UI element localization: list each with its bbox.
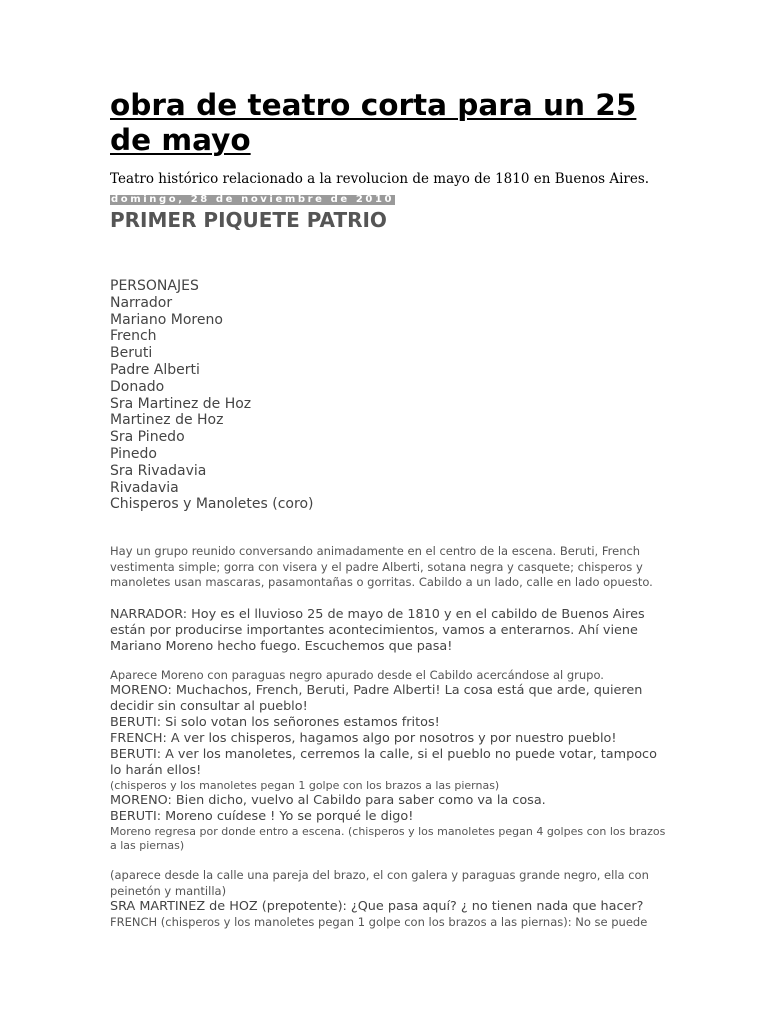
cast-list — [110, 278, 670, 513]
blog-page — [110, 88, 670, 931]
dialogue-line: SRA MARTINEZ de HOZ (prepotente): ¿Que pasa aquí? ¿ no tienen nada que hacer? — [110, 899, 644, 915]
narrador-line: NARRADOR: Hoy es el lluvioso 25 de mayo de 1810 y en el cabildo de Buenos Aires están por producirse importantes acontecimientos, vamos a enterarnos. Ahí viene Mariano Moreno hecho fuego. Escuchemos que pasa! — [110, 606, 645, 654]
dialogue-line: FRENCH: A ver los chisperos, hagamos algo por nosotros y por nuestro pueblo! — [110, 731, 617, 747]
dialogue-line: BERUTI: A ver los manoletes, cerremos la calle, si el pueblo no puede votar, tampoco lo harán ellos! — [110, 747, 657, 779]
stage-direction: Aparece Moreno con paraguas negro apurado desde el Cabildo acercándose al grupo. — [110, 667, 604, 682]
dialogue-line: MORENO: Muchachos, French, Beruti, Padre Alberti! La cosa está que arde, quieren decidir sin consultar al pueblo! — [110, 683, 643, 715]
cast-item: Sra Martinez de Hoz — [110, 395, 252, 412]
cast-item: Mariano Moreno — [110, 311, 223, 328]
stage-direction: (aparece desde la calle una pareja del brazo, el con galera y paraguas grande negro, ella con peinetón y mantilla) — [110, 868, 649, 898]
cast-item: Pinedo — [110, 445, 157, 462]
cast-item: Beruti — [110, 345, 153, 362]
cast-item: Padre Alberti — [110, 361, 200, 378]
cast-item: Martinez de Hoz — [110, 412, 224, 429]
stage-direction: (chisperos y los manoletes pegan 1 golpe con los brazos a las piernas) — [110, 779, 500, 793]
cast-item: Rivadavia — [110, 479, 179, 496]
stage-direction: Moreno regresa por donde entro a escena. (chisperos y los manoletes pegan 4 golpes con los brazos a las piernas) — [110, 825, 666, 853]
cast-item: Chisperos y Manoletes (coro) — [110, 496, 314, 513]
cast-item: French — [110, 328, 157, 345]
cast-heading: PERSONAJES — [110, 278, 199, 294]
dialogue-line: FRENCH (chisperos y los manoletes pegan 1 golpe con los brazos a las piernas): No se puede — [110, 915, 648, 930]
dialogue-block — [110, 668, 670, 854]
dialogue-block — [110, 868, 670, 931]
post-title[interactable]: PRIMER PIQUETE PATRIO — [110, 208, 387, 232]
blog-description: Teatro histórico relacionado a la revolucion de mayo de 1810 en Buenos Aires. — [110, 171, 650, 187]
blog-title[interactable]: obra de teatro corta para un 25 de mayo — [110, 88, 637, 157]
post — [110, 187, 670, 931]
stage-directions-intro: Hay un grupo reunido conversando animadamente en el centro de la escena. Beruti, French vestimenta simple; gorra con visera y el padre Alberti, sotana negra y casquete; chisperos y manoletes usan mascaras, pasamontañas o gorritas. Cabildo a un lado, calle en lado opuesto. — [110, 544, 653, 590]
cast-item: Sra Pinedo — [110, 429, 185, 446]
cast-item: Narrador — [110, 294, 173, 311]
post-date: domingo, 28 de noviembre de 2010 — [111, 194, 395, 205]
dialogue-line: BERUTI: Moreno cuídese ! Yo se porqué le digo! — [110, 809, 414, 825]
cast-item: Donado — [110, 378, 165, 395]
dialogue-line: MORENO: Bien dicho, vuelvo al Cabildo para saber como va la cosa. — [110, 793, 546, 809]
dialogue-line: BERUTI: Si solo votan los señorones estamos fritos! — [110, 715, 440, 731]
cast-item: Sra Rivadavia — [110, 462, 207, 479]
